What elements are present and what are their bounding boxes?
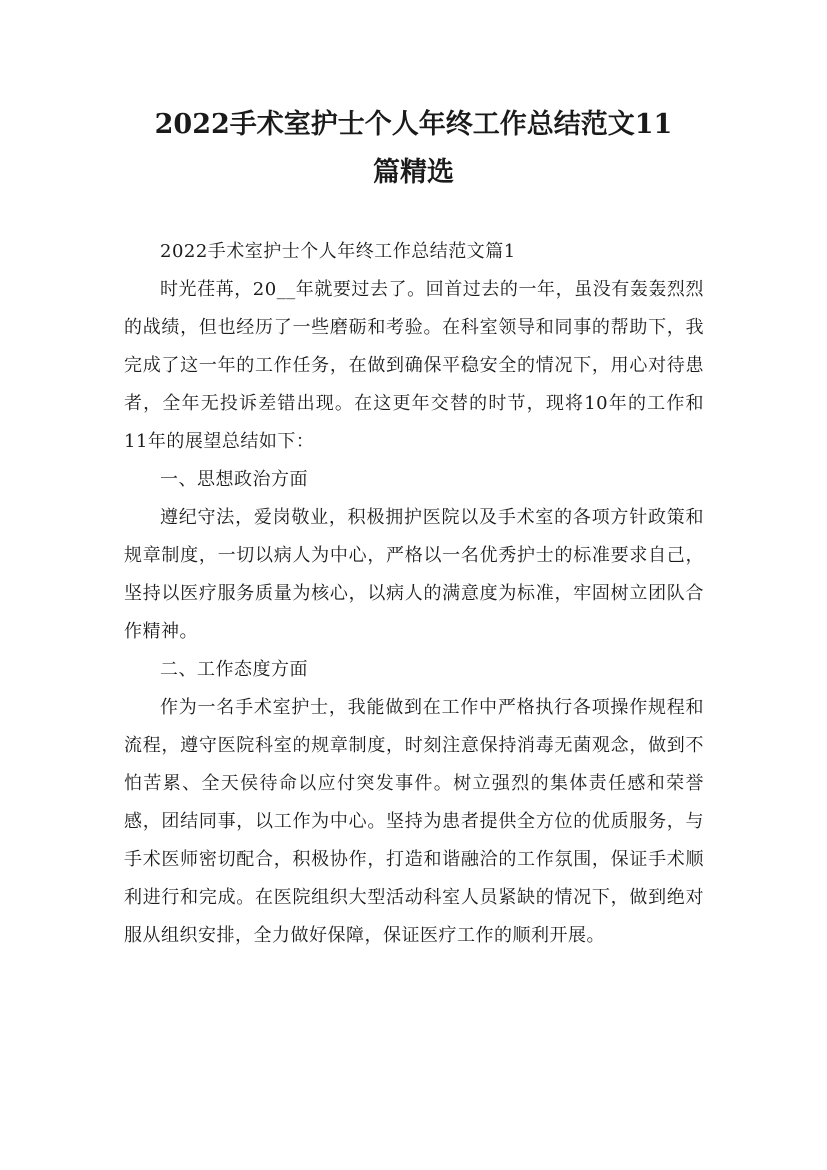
title-line-2: 篇精选	[373, 157, 454, 188]
document-body	[124, 233, 704, 955]
section-heading-article-1: 2022手术室护士个人年终工作总结范文篇1	[160, 241, 516, 262]
section-heading-political: 一、思想政治方面	[160, 469, 308, 490]
paragraph-attitude: 作为一名手术室护士，我能做到在工作中严格执行各项操作规程和流程，遵守医院科室的规章制度，时刻注意保持消毒无菌观念，做到不怕苦累、全天侯待命以应付突发事件。树立强烈的集体责任感和荣誉感，团结同事，以工作为中心。坚持为患者提供全方位的优质服务，与手术医师密切配合，积极协作，打造和谐融洽的工作氛围，保证手术顺利进行和完成。在医院组织大型活动科室人员紧缺的情况下，做到绝对服从组织安排，全力做好保障，保证医疗工作的顺利开展。	[124, 697, 704, 946]
document-title	[110, 101, 717, 197]
title-line-1: 2022手术室护士个人年终工作总结范文11	[154, 109, 673, 140]
section-heading-attitude: 二、工作态度方面	[160, 659, 308, 680]
paragraph-intro: 时光荏苒，20__年就要过去了。回首过去的一年，虽没有轰轰烈烈的战绩，但也经历了一些磨砺和考验。在科室领导和同事的帮助下，我完成了这一年的工作任务，在做到确保平稳安全的情况下，用心对待患者，全年无投诉差错出现。在这更年交替的时节，现将10年的工作和11年的展望总结如下：	[124, 279, 704, 452]
paragraph-political: 遵纪守法，爱岗敬业，积极拥护医院以及手术室的各项方针政策和规章制度，一切以病人为中心，严格以一名优秀护士的标准要求自己，坚持以医疗服务质量为核心，以病人的满意度为标准，牢固树立团队合作精神。	[124, 507, 704, 642]
